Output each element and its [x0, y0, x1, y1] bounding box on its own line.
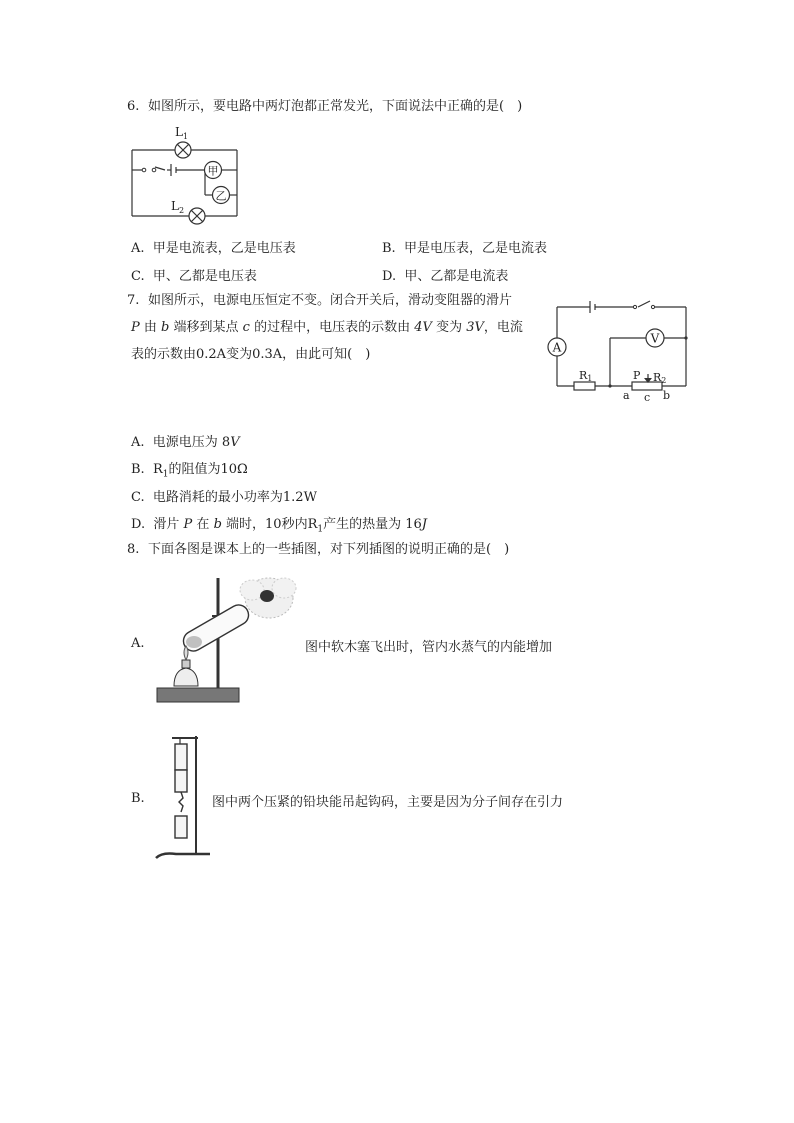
svg-text:L1 — [175, 125, 188, 141]
q7-option-b[interactable] — [131, 458, 248, 480]
q6-option-d-text: 甲、乙都是电流表 — [404, 269, 509, 284]
test-tube-heating-illustration — [152, 568, 302, 718]
q8-stem: 下面各图是课本上的一些插图，对下列插图的说明正确的是( ) — [148, 542, 510, 557]
q7-option-a-unit: V — [230, 435, 240, 450]
l2-label: L — [171, 199, 179, 213]
q7-line2-i: ，电流 — [483, 320, 523, 335]
q7-option-a-label: A. — [131, 435, 145, 450]
q6-option-a[interactable] — [131, 237, 296, 256]
q7-voltage-start: 4V — [414, 320, 432, 335]
q7-option-d-text-a: 滑片 — [153, 517, 180, 532]
q7-option-d-b: b — [213, 517, 222, 532]
q7-line2-g: 变为 — [436, 320, 463, 335]
l1-label: L — [175, 125, 183, 139]
q7-option-b-label: B. — [131, 462, 145, 477]
lower-lead-block-icon — [175, 770, 187, 792]
q7-option-a-text: 电源电压为 8 — [152, 435, 231, 450]
r2-label: R — [653, 371, 662, 384]
point-a-label: a — [623, 389, 630, 402]
q7-option-d-label: D. — [131, 517, 146, 532]
q7-line2-e: 的过程中，电压表的示数由 — [254, 320, 411, 335]
q7-option-d-text-d: 产生的热量为 16 — [323, 517, 422, 532]
meter-jia-label: 甲 — [207, 164, 219, 178]
slider-p-label: P — [633, 369, 641, 382]
q7-option-c[interactable] — [131, 486, 317, 505]
lamp-l1-icon — [175, 142, 191, 158]
meter-yi-label: 乙 — [215, 189, 227, 203]
alcohol-lamp-icon — [174, 646, 198, 686]
q6-option-d-label: D. — [382, 269, 397, 284]
q7-line2 — [131, 318, 523, 338]
l1-subscript: 1 — [182, 132, 189, 141]
svg-text:R2 — [653, 371, 666, 385]
q6-option-d[interactable] — [382, 265, 508, 284]
point-c-label: c — [644, 391, 651, 404]
hook-icon — [179, 792, 183, 812]
weight-icon — [175, 816, 187, 838]
q7-line2-a: 由 — [143, 320, 157, 335]
q7-option-b-rest: 的阻值为10Ω — [168, 462, 248, 477]
stand-base-icon — [157, 688, 239, 702]
q7-option-d-text-c: 端时，10秒内R — [226, 517, 318, 532]
q7-option-b-sub: 1 — [162, 469, 169, 480]
svg-text:R1 — [579, 369, 592, 383]
q7-option-d-unit: J — [421, 517, 428, 532]
l2-subscript: 2 — [178, 206, 185, 215]
ammeter-label: A — [552, 340, 562, 355]
q7-line1: 如图所示，电源电压恒定不变。闭合开关后，滑动变阻器的滑片 — [148, 293, 513, 308]
q6-option-c-label: C. — [131, 269, 145, 284]
q7-point-b: b — [161, 320, 170, 335]
q7-option-c-label: C. — [131, 490, 145, 505]
q6-circuit-diagram — [125, 120, 245, 225]
q7-option-a[interactable] — [131, 431, 240, 450]
upper-lead-block-icon — [175, 744, 187, 770]
q7-line2-c: 端移到某点 — [173, 320, 239, 335]
q7-option-d[interactable] — [131, 513, 427, 535]
q6-number: 6. — [127, 99, 140, 114]
lead-blocks-illustration — [152, 730, 212, 862]
q7-circuit-diagram — [540, 292, 700, 407]
q7-number: 7. — [127, 293, 140, 308]
q7-slider-p: P — [131, 320, 140, 335]
q6-option-c[interactable] — [131, 265, 257, 284]
q6-option-b-text: 甲是电压表，乙是电流表 — [403, 241, 547, 256]
q7-line3: 表的示数由0.2A变为0.3A，由此可知( ) — [131, 347, 371, 362]
q6-option-b-label: B. — [382, 241, 396, 256]
cork-icon — [260, 590, 274, 602]
lamp-l2-icon — [189, 208, 205, 224]
q6-option-b[interactable] — [382, 237, 547, 256]
q6-option-a-label: A. — [131, 241, 145, 256]
q7-option-b-text: R — [152, 462, 163, 477]
q8-option-a-label[interactable]: A. — [131, 636, 145, 651]
voltmeter-label: V — [650, 331, 660, 346]
test-tube-icon — [180, 601, 252, 654]
q7-option-d-sub: 1 — [317, 524, 324, 535]
q7-option-c-text: 电路消耗的最小功率为1.2W — [152, 490, 317, 505]
q8-option-b-label[interactable]: B. — [131, 791, 145, 806]
q8-option-a-text: 图中软木塞飞出时，管内水蒸气的内能增加 — [305, 640, 553, 655]
q7-voltage-end: 3V — [466, 320, 484, 335]
svg-text:L2 — [171, 199, 184, 215]
q7-point-c: c — [242, 320, 250, 335]
r1-subscript: 1 — [587, 374, 593, 383]
q7-option-d-text-b: 在 — [196, 517, 210, 532]
q6-option-a-text: 甲是电流表，乙是电压表 — [152, 241, 296, 256]
q6-stem: 如图所示，要电路中两灯泡都正常发光，下面说法中正确的是( ) — [148, 99, 523, 114]
r1-label: R — [579, 369, 588, 382]
q6-option-c-text: 甲、乙都是电压表 — [152, 269, 257, 284]
q8-option-b-text: 图中两个压紧的铅块能吊起钩码，主要是因为分子间存在引力 — [212, 795, 564, 810]
q8-number: 8. — [127, 542, 140, 557]
point-b-label: b — [663, 389, 671, 402]
r2-subscript: 2 — [661, 376, 667, 385]
q7-option-d-p: P — [183, 517, 193, 532]
